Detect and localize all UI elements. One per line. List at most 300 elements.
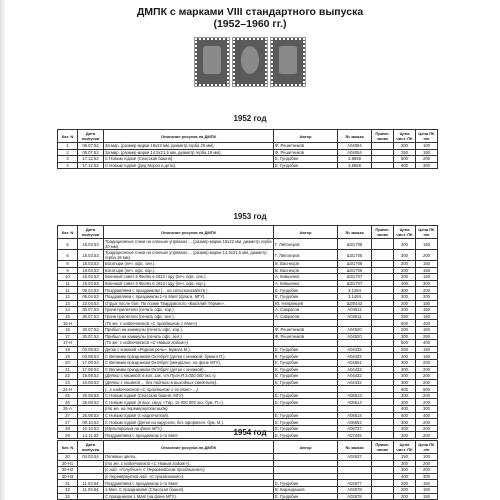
table-1954	[57, 440, 438, 500]
cell-cat-col: 24-Н	[58, 386, 78, 393]
cell-date-col: 22.04.53	[78, 300, 104, 307]
cell-price-clean-col: 200	[394, 326, 416, 333]
title-line-1: ДМПК с марками VIII стандартного выпуска	[136, 6, 364, 18]
table-header-row	[58, 441, 438, 454]
cell-price-clean-col: 300	[394, 366, 416, 373]
cell-note-col	[372, 307, 394, 314]
cell-date-col: 18.03.53	[78, 250, 104, 261]
cell-date-col	[78, 493, 104, 500]
cell-price-clean-col: 300	[394, 432, 416, 439]
cell-author-col: Г. Липскеров	[274, 239, 338, 250]
cell-cat-col: 30-Н3	[58, 473, 78, 480]
table-row	[58, 386, 438, 393]
cell-note-col	[372, 320, 394, 327]
cell-desc-col: (то же, на перевернутом виде).	[104, 406, 274, 413]
cell-price-clean-col: 400	[394, 473, 416, 480]
cell-author-col: А. Саврасов	[274, 313, 338, 320]
table-header-row	[58, 226, 438, 239]
cell-desc-col: С Великим праздником Октября! (миндальн. на фоне МГУ).	[104, 359, 274, 366]
cell-price-pk-col: 150	[416, 493, 438, 500]
table-row	[58, 460, 438, 467]
cell-order-col	[338, 467, 372, 474]
cell-price-clean-col: 200	[394, 261, 416, 268]
cell-price-clean-col: 300	[394, 359, 416, 366]
cell-desc-col: (с над. «Голубчик!» с Первомайским праздником!»).	[104, 467, 274, 474]
cell-author-col	[274, 467, 338, 474]
cell-price-pk-col: 100	[416, 143, 438, 150]
table-row	[58, 149, 438, 156]
year-heading-1953: 1953 год	[233, 212, 267, 221]
table-1952	[57, 129, 438, 169]
cell-order-col: 3.1484	[338, 287, 372, 294]
cell-desc-col: (Мультфильм на фоне МГУ).	[104, 425, 274, 432]
cell-note-col	[372, 454, 394, 461]
cell-note-col	[372, 359, 394, 366]
cell-author-col: Е. Гундобин	[274, 432, 338, 439]
cell-price-pk-col: 200	[416, 392, 438, 399]
cell-order-col: А02677	[338, 480, 372, 487]
cell-price-clean-col: 300	[394, 460, 416, 467]
cell-price-clean-col: 250	[394, 313, 416, 320]
cell-desc-col: Детки с книжкой «Родная речь». Бумага М.).	[104, 346, 274, 353]
cell-date-col: 08.07.52	[78, 149, 104, 156]
cell-price-clean-col: 300	[394, 379, 416, 386]
header-desc-col: Описание рисунка на ДМПК	[104, 226, 274, 239]
cell-desc-col: С Новым годом! (Детки на карусели, без оформлен. бум. М.).	[104, 419, 274, 426]
cell-date-col	[78, 473, 104, 480]
cell-price-pk-col: 200	[416, 366, 438, 373]
cell-cat-col: 30-Н2	[58, 467, 78, 474]
cell-note-col	[372, 419, 394, 426]
table-row	[58, 340, 438, 347]
cell-order-col: А05614	[338, 399, 372, 406]
cell-cat-col: 3	[58, 156, 78, 163]
cell-cat-col: 26-А	[58, 406, 78, 413]
cell-author-col: Е. Гундобин	[274, 480, 338, 487]
cell-price-pk-col: 400	[416, 320, 438, 327]
cell-date-col	[78, 467, 104, 474]
cell-date-col: 06.04.53	[78, 287, 104, 294]
cell-date-col	[78, 340, 104, 347]
cell-price-clean-col: 200	[394, 274, 416, 281]
cell-order-col: Ш01706	[338, 267, 372, 274]
cell-order-col	[338, 320, 372, 327]
cell-note-col	[372, 493, 394, 500]
cell-desc-col: Прибыл на каникулы (печать офс. кор.).	[104, 326, 274, 333]
cell-order-col: А04511	[338, 307, 372, 314]
cell-price-clean-col: 500	[394, 320, 416, 327]
cell-price-pk-col: 150	[416, 313, 438, 320]
cell-date-col: 18.03.53	[78, 239, 104, 250]
header-author-col: Автор	[274, 226, 338, 239]
cell-note-col	[372, 467, 394, 474]
cell-price-clean-col: 250	[394, 149, 416, 156]
cell-date-col: 30.07.53	[78, 333, 104, 340]
table-row	[58, 274, 438, 281]
table-row	[58, 480, 438, 487]
cell-order-col	[338, 460, 372, 467]
cell-order-col: А06737	[338, 425, 372, 432]
cell-desc-col: Грачи прилетели (печать офс. кор.).	[104, 307, 274, 314]
cell-cat-col: 19	[58, 353, 78, 360]
cell-author-col: Е. Гундобин	[274, 287, 338, 294]
table-row	[58, 419, 438, 426]
cell-desc-col: С праздником 1 Мая! (на фоне МГУ).	[104, 493, 274, 500]
cell-author-col: Е. Гундобин	[274, 399, 338, 406]
cell-price-clean-col: 300	[394, 399, 416, 406]
cell-order-col: А05614	[338, 412, 372, 419]
cell-note-col	[372, 480, 394, 487]
cell-order-col: А04432	[338, 379, 372, 386]
cell-date-col: 18.03.53	[78, 280, 104, 287]
table-row	[58, 412, 438, 419]
cell-price-pk-col: 300	[416, 406, 438, 413]
cell-price-clean-col: 300	[394, 467, 416, 474]
cell-cat-col: 6	[58, 250, 78, 261]
cell-cat-col: 8	[58, 261, 78, 268]
cell-author-col: Е. Гундобин	[274, 392, 338, 399]
cell-price-pk-col: 150	[416, 261, 438, 268]
table-row	[58, 473, 438, 480]
table-row	[58, 287, 438, 294]
cell-cat-col: 17	[58, 333, 78, 340]
stamp-monument-icon	[271, 38, 305, 86]
cell-date-col: 16.08.53	[78, 379, 104, 386]
cell-date-col: 06.04.53	[78, 293, 104, 300]
header-cat-col: Кат. N	[58, 441, 78, 454]
table-row	[58, 261, 438, 268]
cell-note-col	[372, 346, 394, 353]
scan-edge	[0, 0, 6, 500]
table-row	[58, 320, 438, 327]
cell-order-col: Ш01707	[338, 280, 372, 287]
cell-cat-col: 4	[58, 162, 78, 169]
table-row	[58, 373, 438, 380]
cell-date-col: 30.07.53	[78, 307, 104, 314]
header-desc-col: Описание рисунка на ДМПК	[104, 441, 274, 454]
cell-order-col: А02678	[338, 493, 372, 500]
cell-note-col	[372, 162, 394, 169]
cell-note-col	[372, 287, 394, 294]
cell-price-clean-col: 500	[394, 156, 416, 163]
cell-note-col	[372, 412, 394, 419]
cell-order-col: Ш01705	[338, 250, 372, 261]
cell-order-col: А04432	[338, 346, 372, 353]
table-row	[58, 379, 438, 386]
cell-order-col	[338, 473, 372, 480]
cell-cat-col: 28	[58, 425, 78, 432]
cell-cat-col: 23	[58, 379, 78, 386]
cell-desc-col: Поздравляем с праздником! (... на сельскохозяйств.).	[104, 287, 274, 294]
cell-price-pk-col: 200	[416, 425, 438, 432]
cell-date-col	[78, 320, 104, 327]
cell-desc-col: (То же, с надпечаткой «С праздником 1 Мая!»)	[104, 320, 274, 327]
title-line-2: (1952–1960 гг.)	[213, 18, 287, 30]
cell-price-clean-col: 600	[394, 162, 416, 169]
cell-price-clean-col: 200	[394, 353, 416, 360]
table-row	[58, 326, 438, 333]
cell-cat-col: 22	[58, 373, 78, 380]
cell-cat-col: 30	[58, 454, 78, 461]
cell-note-col	[372, 239, 394, 250]
cell-author-col	[274, 320, 338, 327]
cell-date-col: 11.03.54	[78, 480, 104, 487]
cell-price-clean-col: 200	[394, 493, 416, 500]
header-order-col: № заказа	[338, 226, 372, 239]
header-date-col: Дата выпуска	[78, 226, 104, 239]
table-row	[58, 307, 438, 314]
cell-cat-col: 18	[58, 346, 78, 353]
cell-cat-col: 1	[58, 143, 78, 150]
cell-date-col: 14.11.53	[78, 432, 104, 439]
cell-price-pk-col: 150	[416, 267, 438, 274]
cell-desc-col: (То же, с надпечаткой «С Новым годом!»)	[104, 340, 274, 347]
table-row	[58, 300, 438, 307]
table-row	[58, 353, 438, 360]
cell-cat-col: 11	[58, 287, 78, 294]
cell-cat-col: 20	[58, 359, 78, 366]
cell-desc-col: Богатыри (печ. офс. син.).	[104, 261, 274, 268]
cell-desc-col: 1 Мая. С праздником! (Спасская башня).	[104, 486, 274, 493]
cell-desc-col: Полевые цветы.	[104, 454, 274, 461]
cell-price-pk-col: 200	[416, 399, 438, 406]
cell-author-col: Е. Гундобин	[274, 373, 338, 380]
cell-price-clean-col: 300	[394, 373, 416, 380]
cell-price-pk-col: 100	[416, 454, 438, 461]
year-heading-1952: 1952 год	[233, 114, 267, 123]
cell-note-col	[372, 143, 394, 150]
table-row	[58, 467, 438, 474]
cell-date-col: 17.12.52	[78, 156, 104, 163]
cell-date-col: 10.10.53	[78, 425, 104, 432]
cell-price-clean-col: 200	[394, 480, 416, 487]
cell-price-pk-col: 300	[416, 473, 438, 480]
cell-desc-col: Военный совет в Филях в 1812 году (печ. офс. син.).	[104, 274, 274, 281]
cell-cat-col: 29	[58, 432, 78, 439]
cell-author-col	[274, 460, 338, 467]
cell-author-col: Е. Гундобин	[274, 419, 338, 426]
cell-date-col: 16.08.53	[78, 373, 104, 380]
cell-note-col	[372, 293, 394, 300]
cell-note-col	[372, 399, 394, 406]
cell-date-col: 30.07.53	[78, 326, 104, 333]
cell-desc-col: Поздравляем с праздником 1-го Мая!	[104, 480, 274, 487]
cell-note-col	[372, 267, 394, 274]
cell-price-pk-col: 500	[416, 386, 438, 393]
table-row	[58, 406, 438, 413]
cell-date-col: 18.03.53	[78, 261, 104, 268]
table-row	[58, 359, 438, 366]
cell-price-clean-col: 300	[394, 333, 416, 340]
cell-note-col	[372, 261, 394, 268]
cell-date-col: 18.03.53	[78, 267, 104, 274]
cell-date-col: 03.08.53	[78, 353, 104, 360]
cell-desc-col: Поздравляем с праздником 1-го Мая! (флаги, МГУ).	[104, 293, 274, 300]
table-row	[58, 493, 438, 500]
cell-author-col: В. Васнецов	[274, 267, 338, 274]
header-desc-col: Описание рисунка на ДМПК	[104, 130, 274, 143]
cell-price-clean-col: 200	[394, 300, 416, 307]
cell-author-col: В. Карандашов	[274, 486, 338, 493]
cell-desc-col: За мир. (размер марки 14,5х21,5 мм, диаметр герба 19 мм).	[104, 149, 274, 156]
table-row	[58, 156, 438, 163]
header-note-col: Приме-чание	[372, 130, 394, 143]
cell-note-col	[372, 250, 394, 261]
cell-desc-col: С Новым годом! (Дед Мороз и дети).	[104, 162, 274, 169]
cell-note-col	[372, 460, 394, 467]
cell-author-col: Е. Гундобин	[274, 366, 338, 373]
cell-order-col: А04520	[338, 326, 372, 333]
cell-date-col	[78, 460, 104, 467]
cell-price-pk-col: 200	[416, 250, 438, 261]
cell-author-col: Е. Гундобин	[274, 293, 338, 300]
cell-order-col: А04432	[338, 366, 372, 373]
cell-note-col	[372, 386, 394, 393]
cell-price-pk-col: 150	[416, 149, 438, 156]
cell-desc-col: За мир. (размер марки 19х22 мм, диаметр герба 20 мм).	[104, 143, 274, 150]
cell-cat-col: 25	[58, 392, 78, 399]
cell-price-clean-col: 600	[394, 386, 416, 393]
cell-cat-col: 2	[58, 149, 78, 156]
cell-cat-col: 30-Н1	[58, 460, 78, 467]
cell-order-col	[338, 340, 372, 347]
cell-order-col: А04432	[338, 353, 372, 360]
cell-desc-col: (то же, с надпечаткой «С Новым годом!»).	[104, 460, 274, 467]
cell-price-pk-col: 150	[416, 486, 438, 493]
cell-date-col	[78, 406, 104, 413]
cell-cat-col: 9	[58, 267, 78, 274]
cell-desc-col: Грачи прилетели (печать офс. зел.).	[104, 313, 274, 320]
cell-order-col: А06552	[338, 419, 372, 426]
cell-author-col: Ф. Решетников	[274, 143, 338, 150]
table-row	[58, 486, 438, 493]
table-row	[58, 162, 438, 169]
cell-note-col	[372, 280, 394, 287]
cell-date-col: 08.07.52	[78, 143, 104, 150]
header-cat-col: Кат. N	[58, 226, 78, 239]
cell-order-col	[338, 406, 372, 413]
cell-price-pk-col: 200	[416, 359, 438, 366]
cell-date-col: 25.08.53	[78, 399, 104, 406]
cell-cat-col: 27	[58, 412, 78, 419]
cell-cat-col: 10	[58, 274, 78, 281]
cell-note-col	[372, 473, 394, 480]
cell-desc-col: С Новым годом! (Спасская башня, МГУ).	[104, 392, 274, 399]
cell-price-pk-col: 150	[416, 300, 438, 307]
cell-date-col: 11.03.54	[78, 486, 104, 493]
header-note-col: Приме-чание	[372, 441, 394, 454]
cell-note-col	[372, 486, 394, 493]
cell-cat-col: 27	[58, 419, 78, 426]
cell-price-clean-col: 400	[394, 280, 416, 287]
header-price-clean-col: Цена чист. ПК	[394, 226, 416, 239]
table-row	[58, 267, 438, 274]
cell-cat-col: 13	[58, 300, 78, 307]
document-title	[0, 6, 500, 30]
cell-author-col: Е. Гундобин	[274, 493, 338, 500]
table-row	[58, 333, 438, 340]
cell-price-clean-col: 150	[394, 454, 416, 461]
table-row	[58, 239, 438, 250]
cell-date-col: 09.10.53	[78, 419, 104, 426]
cell-order-col: А04432	[338, 373, 372, 380]
cell-desc-col: Прибыл на каникулы (печать офс. зел.).	[104, 333, 274, 340]
cell-cat-col: 16	[58, 326, 78, 333]
cell-desc-col: (с перевёрнутой над. «С праздником!»).	[104, 473, 274, 480]
cell-desc-col: (...с надпечаткой «С праздником 1-го Мая!» ...).	[104, 386, 274, 393]
cell-note-col	[372, 392, 394, 399]
cell-desc-col: (Детки с книжкой; в кол. зак. «т.Пуля Я 3.000.000 экз.»).	[104, 373, 274, 380]
cell-desc-col: С Новым годом! (Спасская башня).	[104, 156, 274, 163]
cell-price-pk-col: 150	[416, 307, 438, 314]
header-price-clean-col: Цена чист. ПК	[394, 441, 416, 454]
cell-note-col	[372, 379, 394, 386]
cell-order-col: Ш01706	[338, 261, 372, 268]
cell-note-col	[372, 406, 394, 413]
table-row	[58, 366, 438, 373]
cell-date-col: 17.08.53	[78, 366, 104, 373]
cell-note-col	[372, 373, 394, 380]
cell-author-col: Е. Гундобин	[274, 425, 338, 432]
cell-note-col	[372, 326, 394, 333]
cell-price-pk-col: 150	[416, 326, 438, 333]
cell-order-col: А02637	[338, 454, 372, 461]
table-row	[58, 392, 438, 399]
table-1953	[57, 225, 438, 439]
cell-cat-col: 32	[58, 486, 78, 493]
cell-order-col: 3.8658	[338, 162, 372, 169]
cell-author-col	[274, 454, 338, 461]
table-row	[58, 346, 438, 353]
cell-date-col: 25.08.53	[78, 392, 104, 399]
table-row	[58, 143, 438, 150]
cell-price-clean-col: 300	[394, 293, 416, 300]
cell-author-col: Е. Гундобин	[274, 359, 338, 366]
cell-price-pk-col: 200	[416, 379, 438, 386]
cell-price-pk-col: 200	[416, 156, 438, 163]
cell-cat-col: 17-Н	[58, 340, 78, 347]
cell-price-pk-col: 250	[416, 333, 438, 340]
header-order-col: № заказа	[338, 130, 372, 143]
cell-date-col: 25.08.53	[78, 412, 104, 419]
cell-price-clean-col: 500	[394, 340, 416, 347]
cell-author-col	[274, 473, 338, 480]
header-price-clean-col: Цена чист. ПК	[394, 130, 416, 143]
cell-price-clean-col: 200	[394, 346, 416, 353]
header-date-col: Дата выпуска	[78, 130, 104, 143]
cell-price-pk-col: 300	[416, 280, 438, 287]
header-price-pk-col: Цена ПК п/п	[416, 441, 438, 454]
stamp-emblem-icon	[233, 38, 267, 86]
stamp-kremlin-icon	[195, 38, 229, 86]
header-price-pk-col: Цена ПК п/п	[416, 130, 438, 143]
cell-author-col: Е. Гундобин	[274, 412, 338, 419]
cell-cat-col: 14	[58, 307, 78, 314]
cell-order-col: А05613	[338, 392, 372, 399]
cell-price-pk-col: 150	[416, 239, 438, 250]
cell-desc-col: (Детки с книжкой ... без подписи в выходных сведениях).	[104, 379, 274, 386]
cell-price-pk-col: 200	[416, 293, 438, 300]
cell-note-col	[372, 149, 394, 156]
cell-note-col	[372, 274, 394, 281]
cell-author-col: А. Кившенко	[274, 274, 338, 281]
cell-price-pk-col: 200	[416, 373, 438, 380]
cell-cat-col: 11	[58, 280, 78, 287]
cell-price-clean-col: 300	[394, 392, 416, 399]
cell-date-col: 18.03.53	[78, 274, 104, 281]
cell-author-col	[274, 386, 338, 393]
cell-date-col: 30.07.53	[78, 313, 104, 320]
